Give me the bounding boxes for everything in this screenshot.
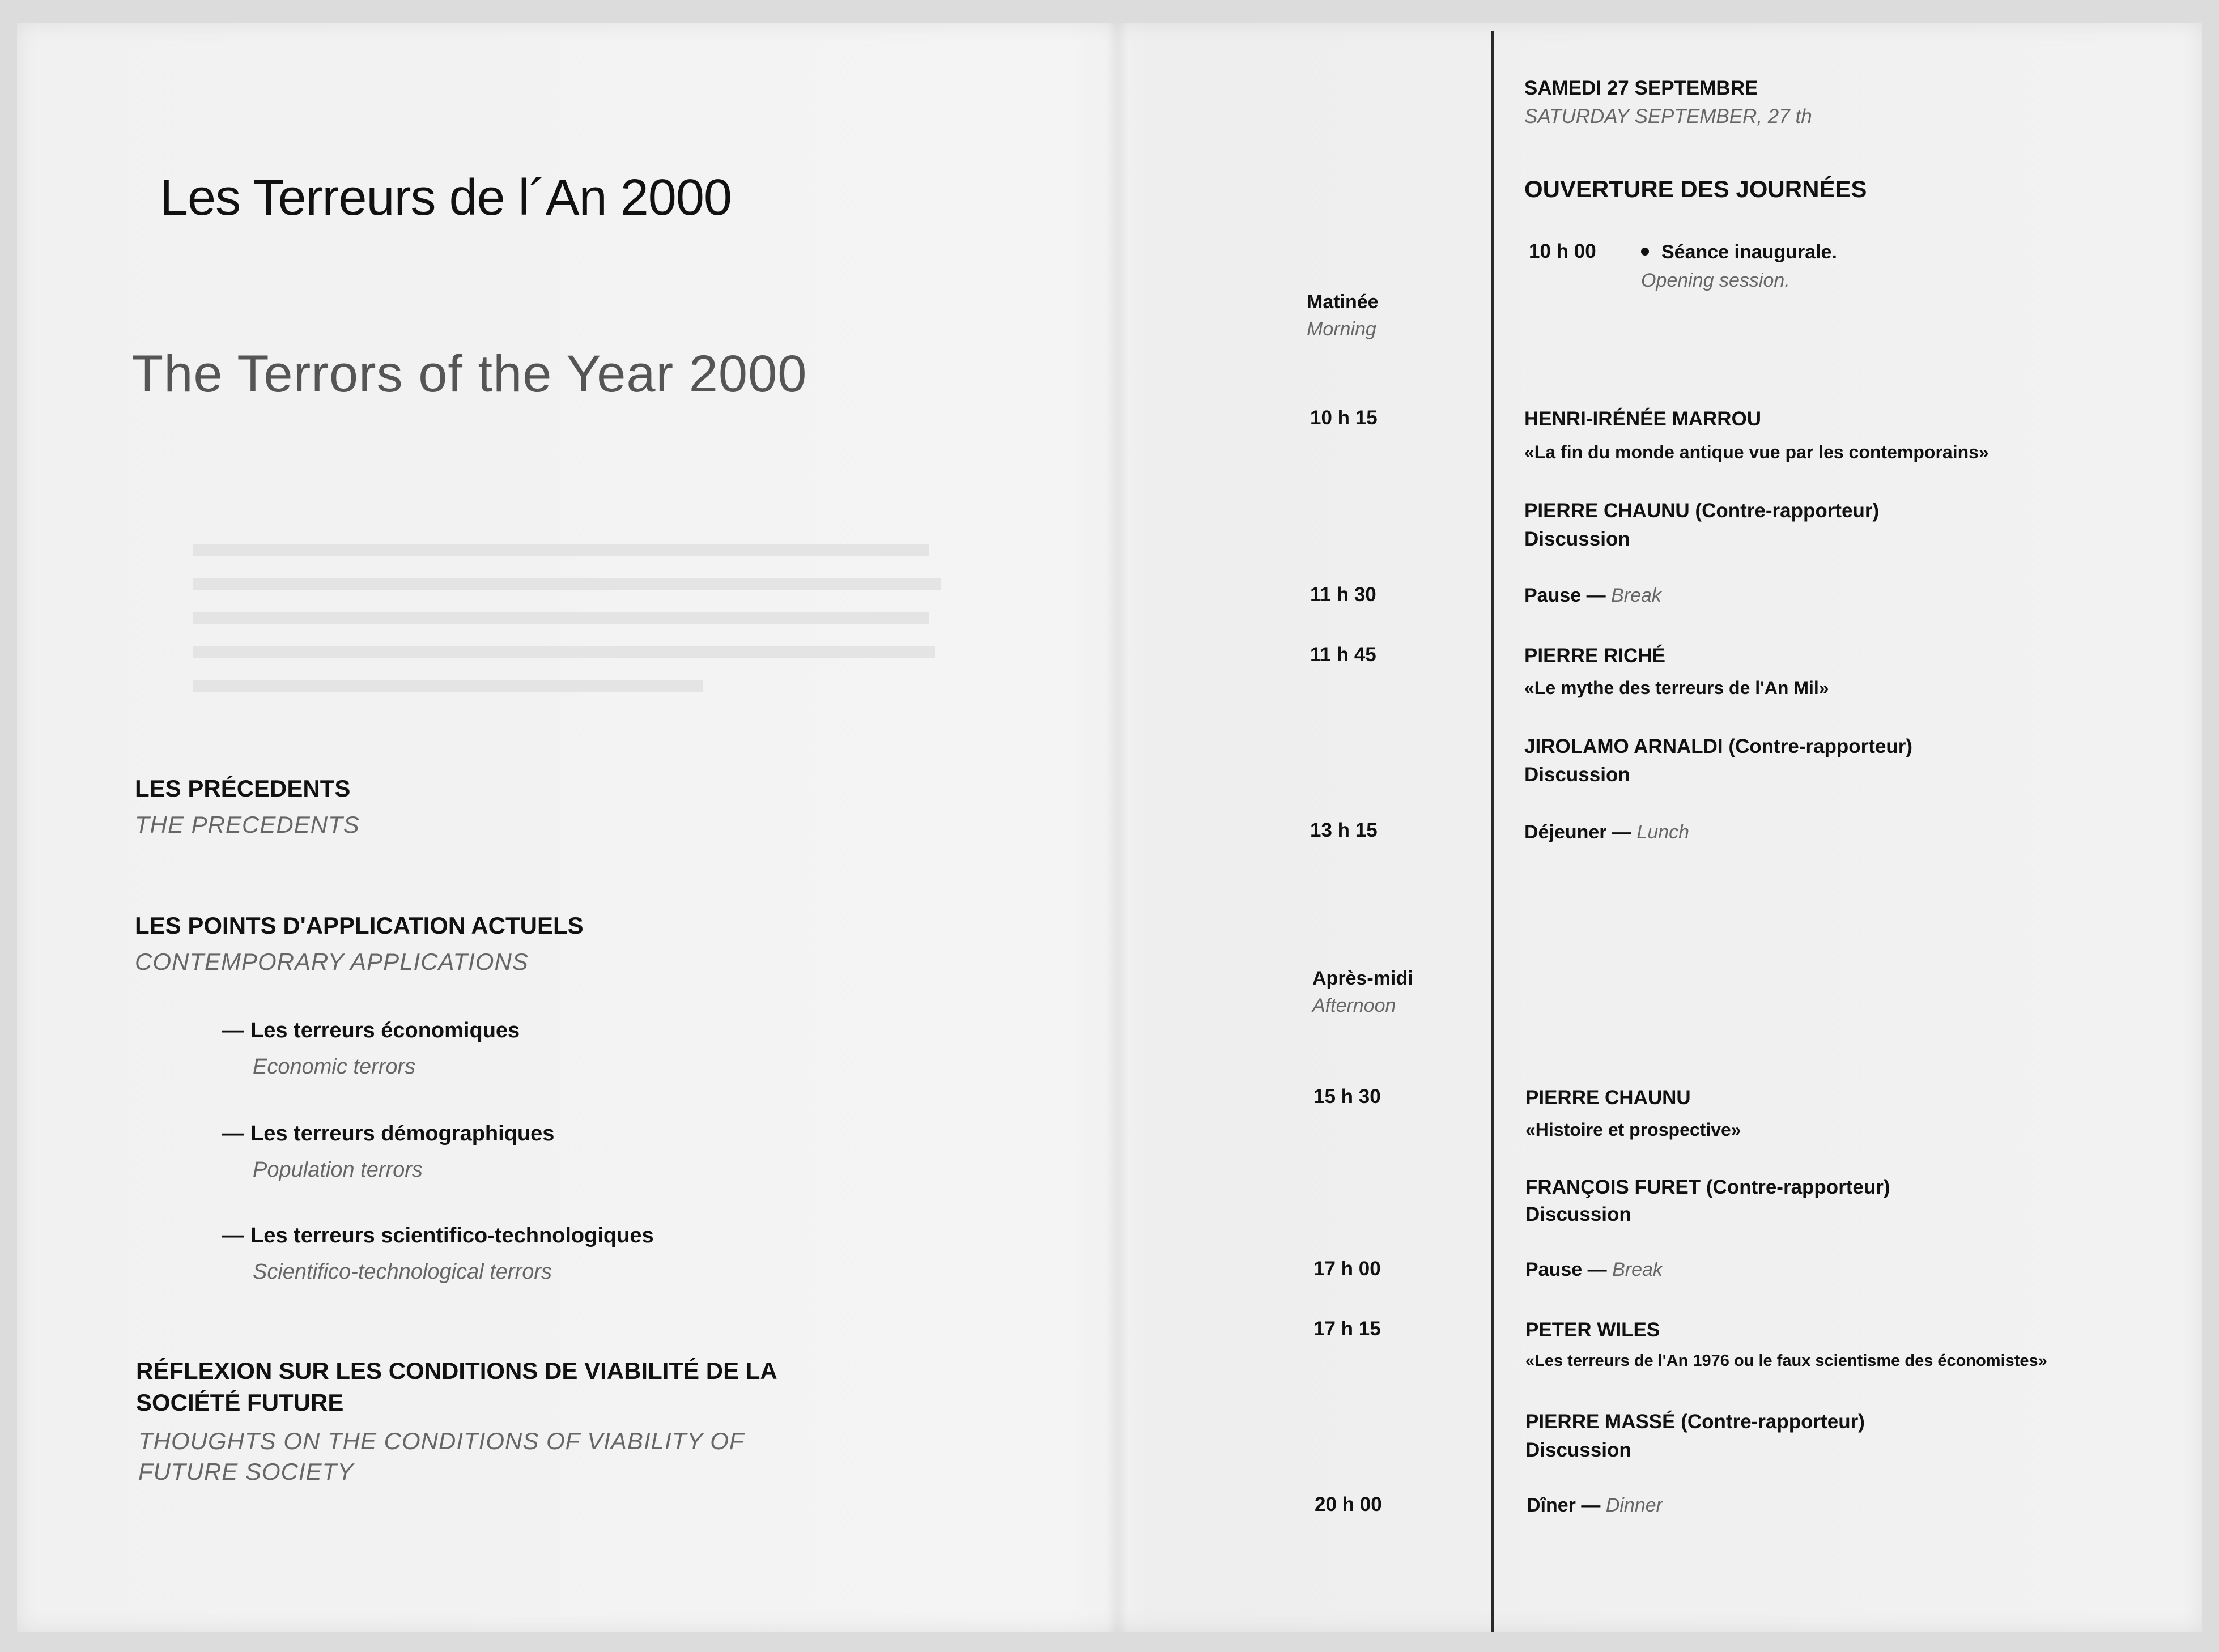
break-item: Pause — Break [1524,585,1661,606]
dash-glyph: — [222,1019,244,1042]
speaker-name: PIERRE RICHÉ [1524,645,1665,667]
date-english: SATURDAY SEPTEMBER, 27 th [1524,105,1812,127]
respondent-name: JIROLAMO ARNALDI (Contre-rapporteur) [1524,735,1913,757]
subsection-scientific-fr: — Les terreurs scientifico-technologiques [222,1224,654,1247]
bleed-through-line [193,544,929,556]
inaugural-session-fr: Séance inaugurale. [1641,241,1837,263]
dash-glyph: — [222,1224,244,1247]
center-fold [1106,23,1129,1632]
respondent-name: PIERRE CHAUNU (Contre-rapporteur) [1524,500,1880,522]
period-morning-fr: Matinée [1307,291,1379,313]
period-afternoon-en: Afternoon [1312,995,1396,1016]
time-inaugural: 10 h 00 [1529,240,1596,262]
dinner-item: Dîner — Dinner [1527,1495,1663,1516]
bullet-icon [1641,248,1649,256]
time-slot: 11 h 45 [1310,644,1376,666]
discussion-label: Discussion [1525,1203,1631,1225]
subsection-demographic-fr: — Les terreurs démographiques [222,1122,555,1146]
time-slot: 20 h 00 [1315,1493,1382,1515]
time-slot: 13 h 15 [1310,819,1378,841]
talk-title: «Les terreurs de l'An 1976 ou le faux scientisme des économistes» [1525,1352,2047,1370]
discussion-label: Discussion [1525,1439,1631,1461]
talk-title: «Le mythe des terreurs de l'An Mil» [1524,678,1829,698]
title-english: The Terrors of the Year 2000 [131,345,807,403]
bleed-through-line [193,578,941,590]
title-french: Les Terreurs de l´An 2000 [160,169,732,226]
period-morning-en: Morning [1307,318,1376,340]
respondent-name: FRANÇOIS FURET (Contre-rapporteur) [1525,1176,1890,1198]
lunch-item: Déjeuner — Lunch [1524,821,1690,843]
inaugural-session-en: Opening session. [1641,270,1790,291]
speaker-name: PETER WILES [1525,1319,1660,1341]
subsection-scientific-en: Scientifico-technological terrors [253,1260,552,1284]
section-precedents-fr: LES PRÉCEDENTS [135,775,351,802]
section-precedents-en: THE PRECEDENTS [135,811,360,838]
bleed-through-line [193,612,929,624]
column-divider [1491,31,1494,1632]
time-slot: 15 h 30 [1313,1085,1381,1108]
talk-title: «La fin du monde antique vue par les contemporains» [1524,442,1989,462]
break-item: Pause — Break [1525,1259,1663,1280]
final-section-en-line2: FUTURE SOCIETY [138,1458,354,1485]
final-section-en-line1: THOUGHTS ON THE CONDITIONS OF VIABILITY OF [138,1428,745,1454]
period-afternoon-fr: Après-midi [1312,968,1413,989]
time-slot: 17 h 15 [1313,1318,1381,1340]
bleed-through-line [193,646,935,658]
time-slot: 10 h 15 [1310,407,1378,429]
discussion-label: Discussion [1524,528,1630,550]
final-section-fr-line2: SOCIÉTÉ FUTURE [136,1389,344,1416]
dash-glyph: — [222,1122,244,1146]
section-applications-en: CONTEMPORARY APPLICATIONS [135,948,529,975]
subsection-economic-en: Economic terrors [253,1055,416,1079]
speaker-name: PIERRE CHAUNU [1525,1087,1691,1109]
date-french: SAMEDI 27 SEPTEMBRE [1524,77,1758,99]
opening-heading: OUVERTURE DES JOURNÉES [1524,176,1867,202]
discussion-label: Discussion [1524,764,1630,786]
bleed-through-line [193,680,703,692]
section-applications-fr: LES POINTS D'APPLICATION ACTUELS [135,912,584,939]
talk-title: «Histoire et prospective» [1525,1119,1741,1140]
time-slot: 17 h 00 [1313,1258,1381,1280]
time-slot: 11 h 30 [1310,584,1376,606]
subsection-demographic-en: Population terrors [253,1158,423,1182]
subsection-economic-fr: — Les terreurs économiques [222,1019,520,1042]
final-section-fr-line1: RÉFLEXION SUR LES CONDITIONS DE VIABILITÉ DE LA [136,1357,777,1384]
speaker-name: HENRI-IRÉNÉE MARROU [1524,408,1762,430]
respondent-name: PIERRE MASSÉ (Contre-rapporteur) [1525,1411,1865,1433]
